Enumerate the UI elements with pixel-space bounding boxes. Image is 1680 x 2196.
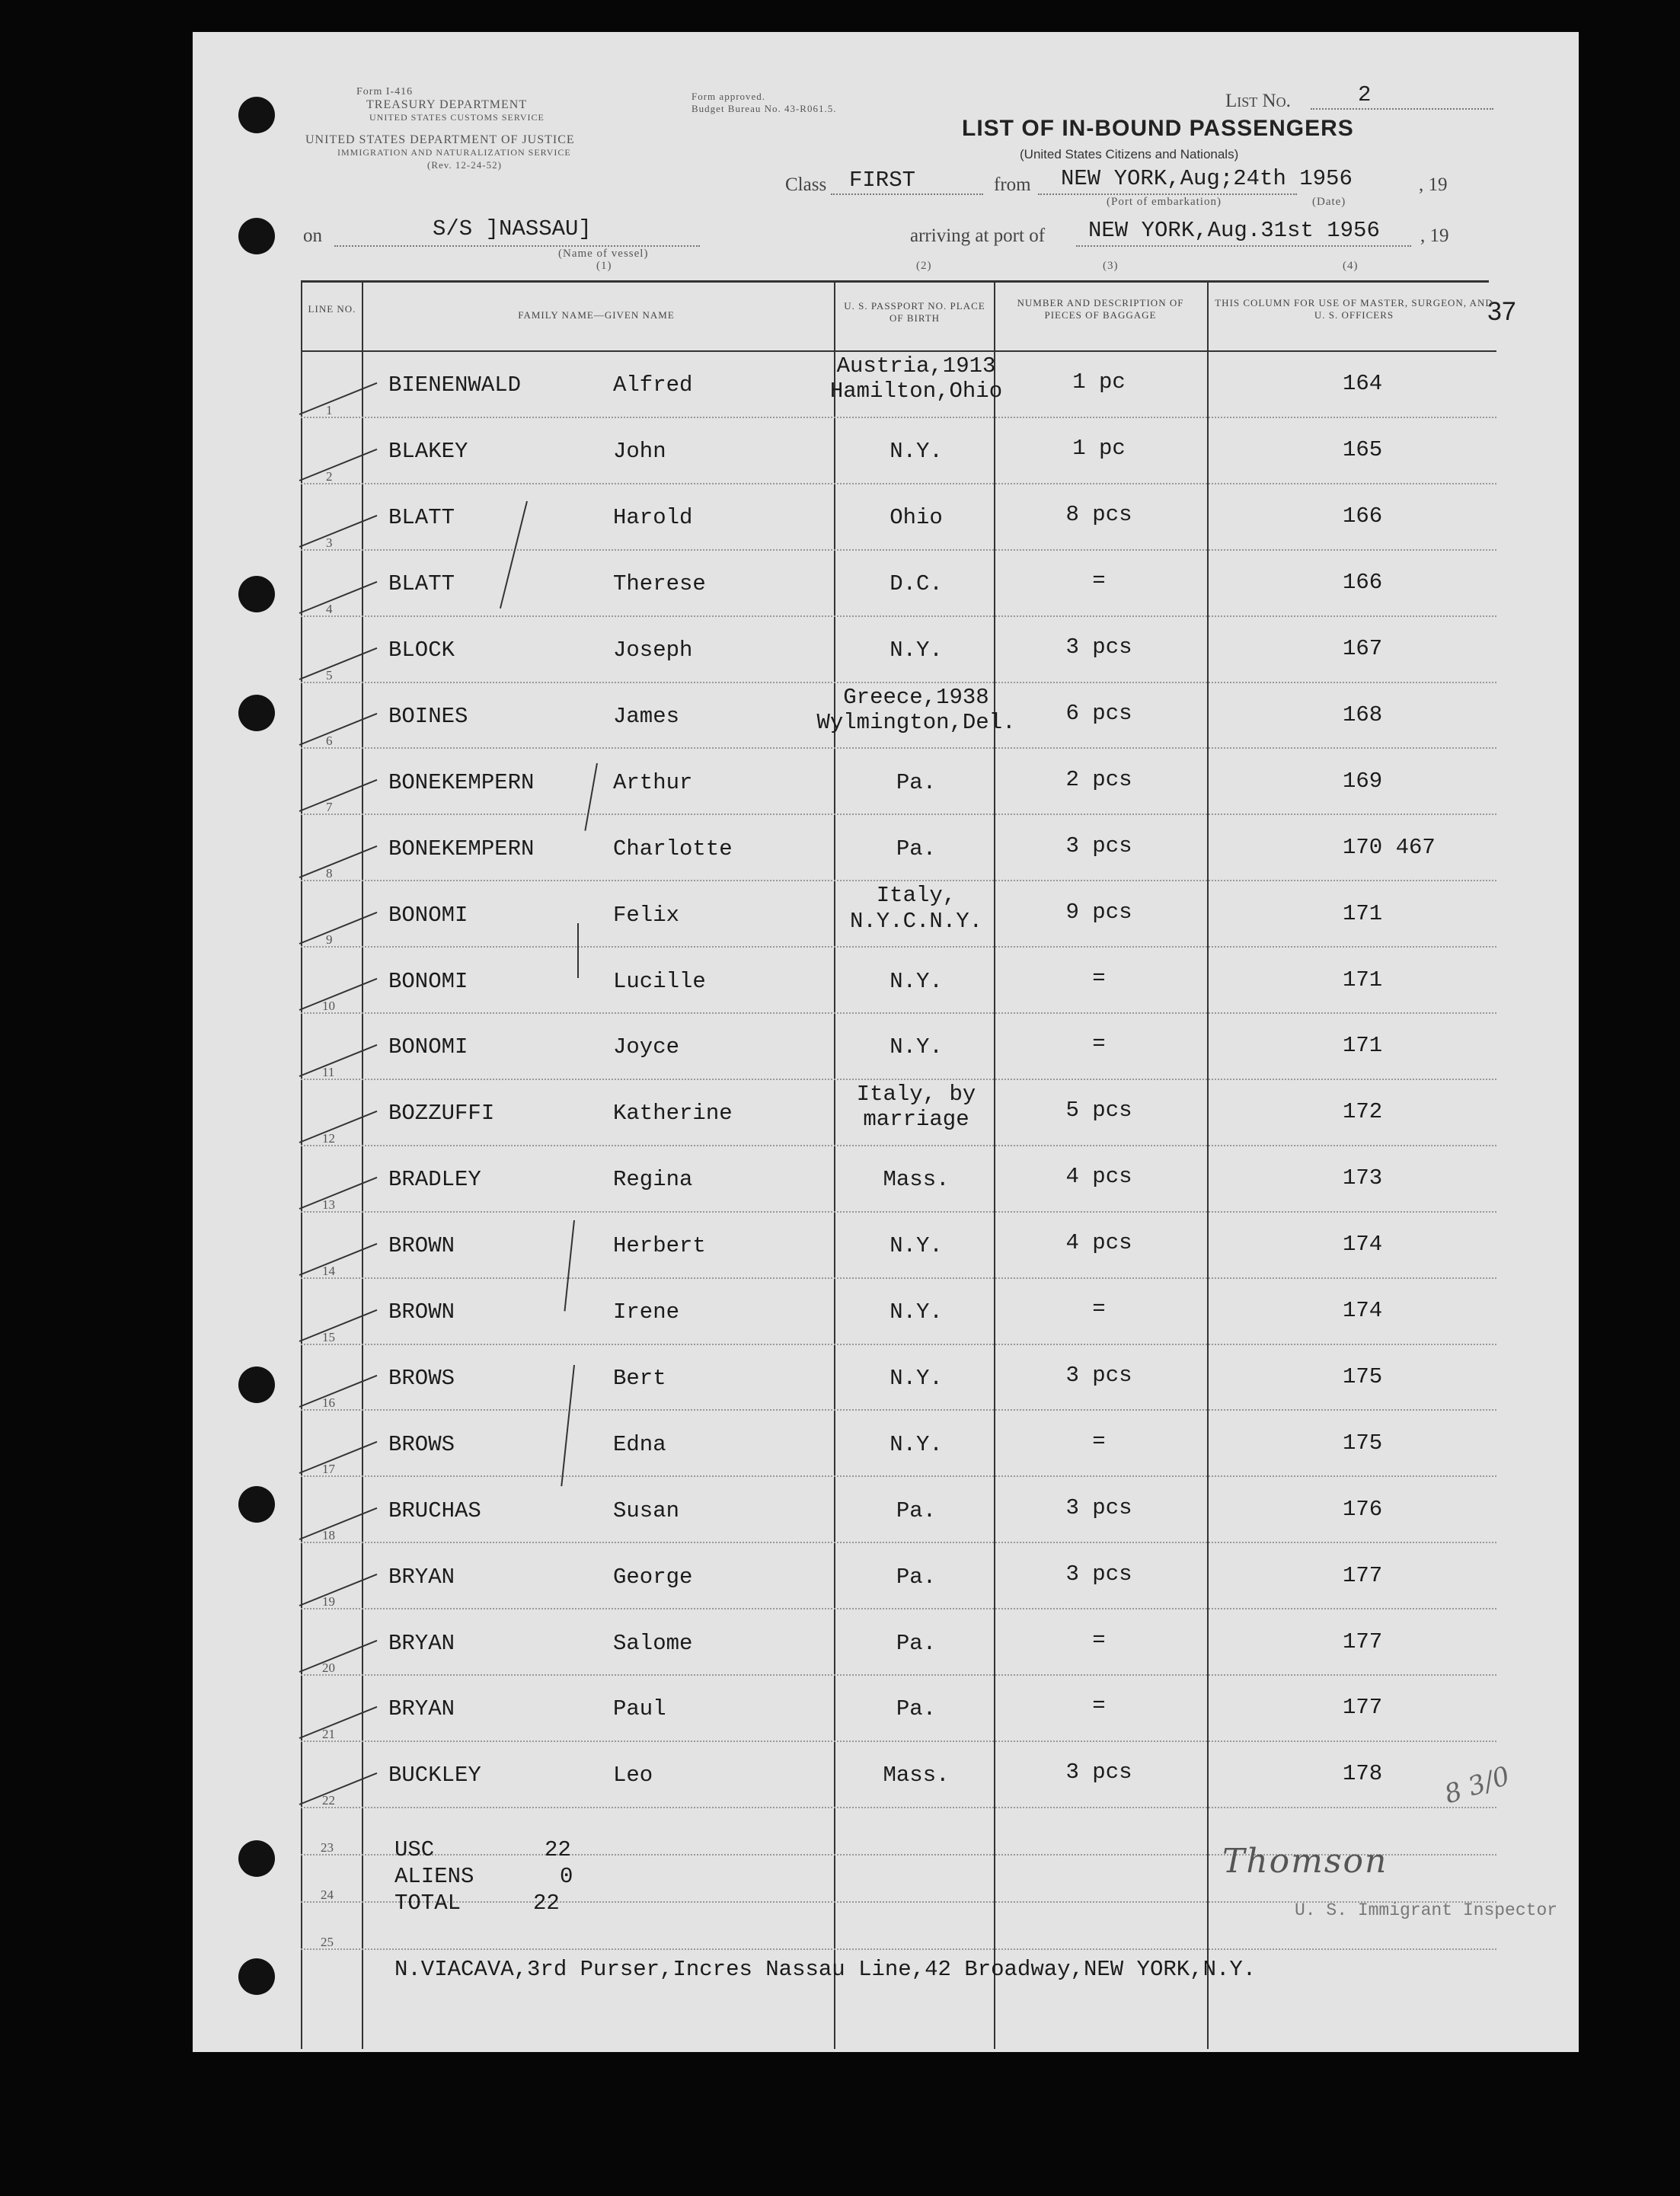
row-divider — [301, 1542, 1496, 1543]
baggage-count: 1 pc — [1072, 369, 1126, 395]
check-slash — [299, 449, 378, 481]
baggage-count: = — [1092, 1031, 1106, 1057]
family-name: BROWN — [388, 1299, 455, 1325]
vessel-value: S/S ]NASSAU] — [433, 216, 592, 241]
form-subtitle: (United States Citizens and Nationals) — [1020, 147, 1239, 161]
caption-4: (4) — [1343, 260, 1359, 272]
baggage-count: = — [1092, 1693, 1106, 1719]
arriving-underline — [1076, 245, 1411, 247]
row-divider — [301, 1079, 1496, 1080]
punch-hole — [238, 218, 275, 254]
check-slash — [299, 779, 378, 812]
row-divider — [301, 1012, 1496, 1014]
given-name: Charlotte — [613, 836, 733, 861]
purser-line: N.VIACAVA,3rd Purser,Incres Nassau Line,42 Broadway,NEW YORK,N.Y. — [394, 1957, 1257, 1982]
row-divider — [301, 1211, 1496, 1213]
given-name: Irene — [613, 1299, 680, 1325]
family-name: BOZZUFFI — [388, 1101, 495, 1127]
officer-number: 164 — [1343, 371, 1383, 397]
arriving-value: NEW YORK,Aug.31st 1956 — [1088, 218, 1380, 243]
row-divider — [301, 1948, 1496, 1950]
total-count: 22 — [533, 1891, 560, 1916]
justice-dept: UNITED STATES DEPARTMENT OF JUSTICE — [305, 133, 575, 146]
baggage-count: = — [1092, 1627, 1106, 1653]
row-divider — [301, 1674, 1496, 1676]
row-divider — [301, 1145, 1496, 1146]
row-divider — [301, 1277, 1496, 1279]
header-name: FAMILY NAME—GIVEN NAME — [518, 309, 675, 321]
place-of-birth: Pa. — [896, 1630, 937, 1656]
given-name: Herbert — [613, 1233, 706, 1259]
place-of-birth: N.Y. — [890, 638, 943, 663]
punch-hole — [238, 576, 275, 612]
margin-note: 8 3/0 — [1440, 1760, 1514, 1811]
place-of-birth: N.Y. — [890, 439, 943, 465]
given-name: Leo — [613, 1763, 653, 1788]
officer-number: 174 — [1343, 1232, 1383, 1258]
given-name: Felix — [613, 902, 680, 928]
from-value: NEW YORK,Aug;24th 1956 — [1061, 166, 1353, 191]
punch-hole — [238, 1486, 275, 1523]
given-name: Lucille — [613, 968, 706, 994]
row-divider — [301, 1608, 1496, 1609]
family-name: BONOMI — [388, 968, 468, 994]
baggage-count: 6 pcs — [1065, 700, 1132, 726]
officer-number: 170 467 — [1343, 834, 1436, 860]
place-of-birth: Greece,1938 Wylmington,Del. — [816, 684, 1016, 735]
baggage-count: 3 pcs — [1065, 833, 1132, 858]
officer-number: 175 — [1343, 1430, 1383, 1456]
punch-hole — [238, 1840, 275, 1877]
check-slash — [299, 1507, 378, 1540]
row-divider — [301, 1807, 1496, 1808]
given-name: Katherine — [613, 1101, 733, 1127]
officer-number: 171 — [1343, 1033, 1383, 1059]
caption-1: (1) — [596, 260, 612, 272]
place-of-birth: Italy, by marriage — [856, 1081, 976, 1133]
check-slash — [299, 713, 378, 746]
ins-service: IMMIGRATION AND NATURALIZATION SERVICE — [337, 147, 571, 158]
check-slash — [299, 382, 378, 415]
line-number: 6 — [326, 734, 333, 749]
check-stroke — [577, 923, 579, 978]
baggage-count: = — [1092, 1296, 1106, 1322]
place-of-birth: N.Y. — [890, 1034, 943, 1060]
baggage-count: 2 pcs — [1065, 766, 1132, 792]
punch-hole — [238, 695, 275, 731]
check-slash — [299, 912, 378, 945]
customs-service: UNITED STATES CUSTOMS SERVICE — [369, 112, 545, 123]
family-name: BRYAN — [388, 1696, 455, 1722]
officer-number: 177 — [1343, 1695, 1383, 1721]
baggage-count: = — [1092, 965, 1106, 991]
baggage-count: 3 pcs — [1065, 635, 1132, 660]
header-baggage: NUMBER AND DESCRIPTION OF PIECES OF BAGGAGE — [1017, 297, 1184, 321]
officer-number: 168 — [1343, 702, 1383, 727]
officer-number: 166 — [1343, 570, 1383, 596]
place-of-birth: Pa. — [896, 1564, 937, 1590]
on-label: on — [303, 225, 322, 246]
check-slash — [299, 647, 378, 679]
row-divider — [301, 682, 1496, 683]
page-number: 37 — [1487, 297, 1516, 326]
place-of-birth: Mass. — [883, 1167, 950, 1193]
caption-2: (2) — [916, 260, 932, 272]
line-number: 21 — [322, 1726, 335, 1741]
given-name: Joyce — [613, 1034, 680, 1060]
punch-hole — [238, 1958, 275, 1995]
line-number: 10 — [322, 999, 335, 1013]
given-name: Salome — [613, 1630, 693, 1656]
class-value: FIRST — [849, 168, 916, 193]
check-slash — [299, 1574, 378, 1606]
officer-number: 165 — [1343, 437, 1383, 463]
form-number: Form I-416 — [356, 86, 414, 97]
place-of-birth: Mass. — [883, 1763, 950, 1788]
officer-number: 175 — [1343, 1363, 1383, 1389]
punch-hole — [238, 1367, 275, 1403]
place-of-birth: N.Y. — [890, 968, 943, 994]
given-name: Edna — [613, 1431, 666, 1457]
family-name: BONOMI — [388, 902, 468, 928]
place-of-birth: D.C. — [890, 571, 943, 597]
row-divider — [301, 880, 1496, 881]
manifest-sheet — [193, 32, 1579, 2052]
line-number: 1 — [326, 402, 333, 417]
row-divider — [301, 417, 1496, 418]
officer-number: 174 — [1343, 1298, 1383, 1324]
check-stroke — [561, 1365, 575, 1486]
baggage-count: 1 pc — [1072, 436, 1126, 462]
line-number: 8 — [326, 866, 333, 881]
officer-number: 171 — [1343, 967, 1383, 993]
row-divider — [301, 1740, 1496, 1742]
budget-bureau: Budget Bureau No. 43-R061.5. — [691, 103, 837, 114]
check-stroke — [564, 1220, 575, 1312]
given-name: Alfred — [613, 372, 693, 398]
family-name: BRUCHAS — [388, 1498, 481, 1523]
from-underline — [1038, 193, 1297, 195]
from-year: , 19 — [1419, 174, 1448, 195]
officer-number: 173 — [1343, 1165, 1383, 1191]
officer-number: 172 — [1343, 1099, 1383, 1125]
line-number: 14 — [322, 1263, 335, 1278]
list-no-underline — [1311, 108, 1493, 110]
baggage-count: = — [1092, 1428, 1106, 1454]
check-slash — [299, 845, 378, 878]
baggage-count: 9 pcs — [1065, 899, 1132, 925]
officer-number: 166 — [1343, 503, 1383, 529]
given-name: Arthur — [613, 769, 693, 795]
line-number: 22 — [322, 1792, 335, 1808]
officer-number: 177 — [1343, 1629, 1383, 1654]
baggage-count: 8 pcs — [1065, 502, 1132, 528]
place-of-birth: Ohio — [890, 505, 943, 531]
place-of-birth: N.Y. — [890, 1365, 943, 1391]
line-number: 20 — [322, 1661, 335, 1675]
family-name: BRYAN — [388, 1564, 455, 1590]
family-name: BUCKLEY — [388, 1763, 481, 1788]
col-line-name — [362, 280, 363, 2049]
line-number: 9 — [326, 932, 333, 948]
baggage-count: = — [1092, 568, 1106, 594]
given-name: Joseph — [613, 638, 693, 663]
family-name: BLATT — [388, 505, 455, 531]
row-divider — [301, 615, 1496, 617]
line-number: 15 — [322, 1329, 335, 1344]
class-underline — [831, 193, 983, 195]
row-divider — [301, 549, 1496, 551]
given-name: Paul — [613, 1696, 666, 1722]
baggage-count: 3 pcs — [1065, 1494, 1132, 1520]
given-name: Susan — [613, 1498, 680, 1523]
family-name: BIENENWALD — [388, 372, 522, 398]
place-of-birth: Pa. — [896, 769, 937, 795]
line-number: 19 — [322, 1594, 335, 1609]
given-name: Regina — [613, 1167, 693, 1193]
baggage-count: 3 pcs — [1065, 1362, 1132, 1388]
officer-number: 178 — [1343, 1761, 1383, 1787]
punch-hole — [238, 97, 275, 133]
place-of-birth: Pa. — [896, 1696, 937, 1722]
arriving-label: arriving at port of — [910, 225, 1046, 246]
header-line-no: LINE NO. — [308, 303, 356, 315]
family-name: BROWS — [388, 1365, 455, 1391]
given-name: James — [613, 703, 680, 729]
check-slash — [299, 1177, 378, 1210]
line-number: 18 — [322, 1528, 335, 1543]
place-of-birth: Italy, N.Y.C.N.Y. — [849, 883, 983, 934]
place-of-birth: Pa. — [896, 1498, 937, 1523]
given-name: George — [613, 1564, 693, 1590]
check-slash — [299, 1706, 378, 1739]
arriving-year: , 19 — [1420, 225, 1449, 246]
baggage-count: 3 pcs — [1065, 1561, 1132, 1587]
check-slash — [299, 580, 378, 613]
family-name: BROWN — [388, 1233, 455, 1259]
family-name: BLATT — [388, 571, 455, 597]
aliens-label: ALIENS — [394, 1864, 474, 1889]
table-header-bottom — [301, 350, 1496, 352]
line-number: 12 — [322, 1130, 335, 1146]
row-divider — [301, 1475, 1496, 1477]
caption-3: (3) — [1103, 260, 1119, 272]
line-number: 25 — [321, 1934, 334, 1949]
vessel-underline — [334, 245, 700, 247]
place-of-birth: N.Y. — [890, 1233, 943, 1259]
family-name: BRYAN — [388, 1630, 455, 1656]
row-divider — [301, 946, 1496, 948]
inspector-title: U. S. Immigrant Inspector — [1295, 1900, 1558, 1920]
check-slash — [299, 1640, 378, 1673]
table-top-border — [301, 280, 1489, 283]
officer-number: 176 — [1343, 1496, 1383, 1522]
line-number: 23 — [321, 1840, 334, 1855]
family-name: BLAKEY — [388, 439, 468, 465]
check-slash — [299, 515, 378, 548]
list-no-label: List No. — [1225, 91, 1291, 111]
date-caption: (Date) — [1312, 196, 1346, 208]
from-label: from — [994, 174, 1031, 195]
check-slash — [299, 1375, 378, 1408]
row-divider — [301, 483, 1496, 484]
given-name: Therese — [613, 571, 706, 597]
line-number: 17 — [322, 1462, 335, 1477]
officer-number: 169 — [1343, 768, 1383, 794]
line-number: 5 — [326, 667, 333, 682]
check-slash — [299, 1309, 378, 1341]
place-of-birth: N.Y. — [890, 1299, 943, 1325]
family-name: BRADLEY — [388, 1167, 481, 1193]
line-number: 4 — [326, 601, 333, 616]
usc-count: 22 — [545, 1837, 571, 1862]
aliens-count: 0 — [560, 1864, 573, 1889]
check-slash — [299, 1242, 378, 1275]
check-slash — [299, 978, 378, 1011]
class-label: Class — [785, 174, 827, 195]
usc-label: USC — [394, 1837, 435, 1862]
check-stroke — [500, 501, 528, 609]
form-title: LIST OF IN-BOUND PASSENGERS — [962, 116, 1354, 141]
check-slash — [299, 1772, 378, 1805]
form-approved: Form approved. — [691, 91, 766, 102]
line-number: 3 — [326, 535, 333, 550]
row-divider — [301, 1409, 1496, 1411]
treasury-dept: TREASURY DEPARTMENT — [366, 98, 528, 111]
family-name: BOINES — [388, 703, 468, 729]
row-divider — [301, 1344, 1496, 1345]
officer-number: 177 — [1343, 1562, 1383, 1588]
given-name: Bert — [613, 1365, 666, 1391]
family-name: BONOMI — [388, 1034, 468, 1060]
line-number: 24 — [321, 1887, 334, 1902]
row-divider — [301, 814, 1496, 815]
line-number: 11 — [322, 1064, 335, 1079]
baggage-count: 5 pcs — [1065, 1098, 1132, 1124]
check-slash — [299, 1111, 378, 1143]
check-stroke — [584, 763, 598, 831]
line-number: 7 — [326, 800, 333, 815]
line-number: 13 — [322, 1197, 335, 1212]
place-of-birth: N.Y. — [890, 1431, 943, 1457]
officer-number: 171 — [1343, 900, 1383, 926]
total-label: TOTAL — [394, 1891, 462, 1916]
check-slash — [299, 1441, 378, 1474]
line-number: 2 — [326, 468, 333, 484]
vessel-caption: (Name of vessel) — [558, 248, 649, 260]
baggage-count: 4 pcs — [1065, 1164, 1132, 1190]
given-name: Harold — [613, 505, 693, 531]
family-name: BONEKEMPERN — [388, 769, 535, 795]
line-number: 16 — [322, 1395, 335, 1411]
family-name: BROWS — [388, 1431, 455, 1457]
baggage-count: 4 pcs — [1065, 1230, 1132, 1256]
row-divider — [301, 747, 1496, 749]
officer-number: 167 — [1343, 636, 1383, 662]
family-name: BONEKEMPERN — [388, 836, 535, 861]
place-of-birth: Austria,1913 Hamilton,Ohio — [829, 353, 1003, 404]
header-passport: U. S. PASSPORT NO. PLACE OF BIRTH — [844, 300, 985, 324]
col-line-officers — [1207, 280, 1209, 2049]
family-name: BLOCK — [388, 638, 455, 663]
header-officers: THIS COLUMN FOR USE OF MASTER, SURGEON, AND U. S. OFFICERS — [1215, 297, 1493, 321]
check-slash — [299, 1044, 378, 1077]
revision: (Rev. 12-24-52) — [427, 159, 502, 171]
inspector-signature: Thomson — [1222, 1842, 1388, 1881]
port-embark-caption: (Port of embarkation) — [1107, 196, 1222, 208]
place-of-birth: Pa. — [896, 836, 937, 861]
list-no-value: 2 — [1358, 82, 1372, 107]
baggage-count: 3 pcs — [1065, 1760, 1132, 1785]
given-name: John — [613, 439, 666, 465]
